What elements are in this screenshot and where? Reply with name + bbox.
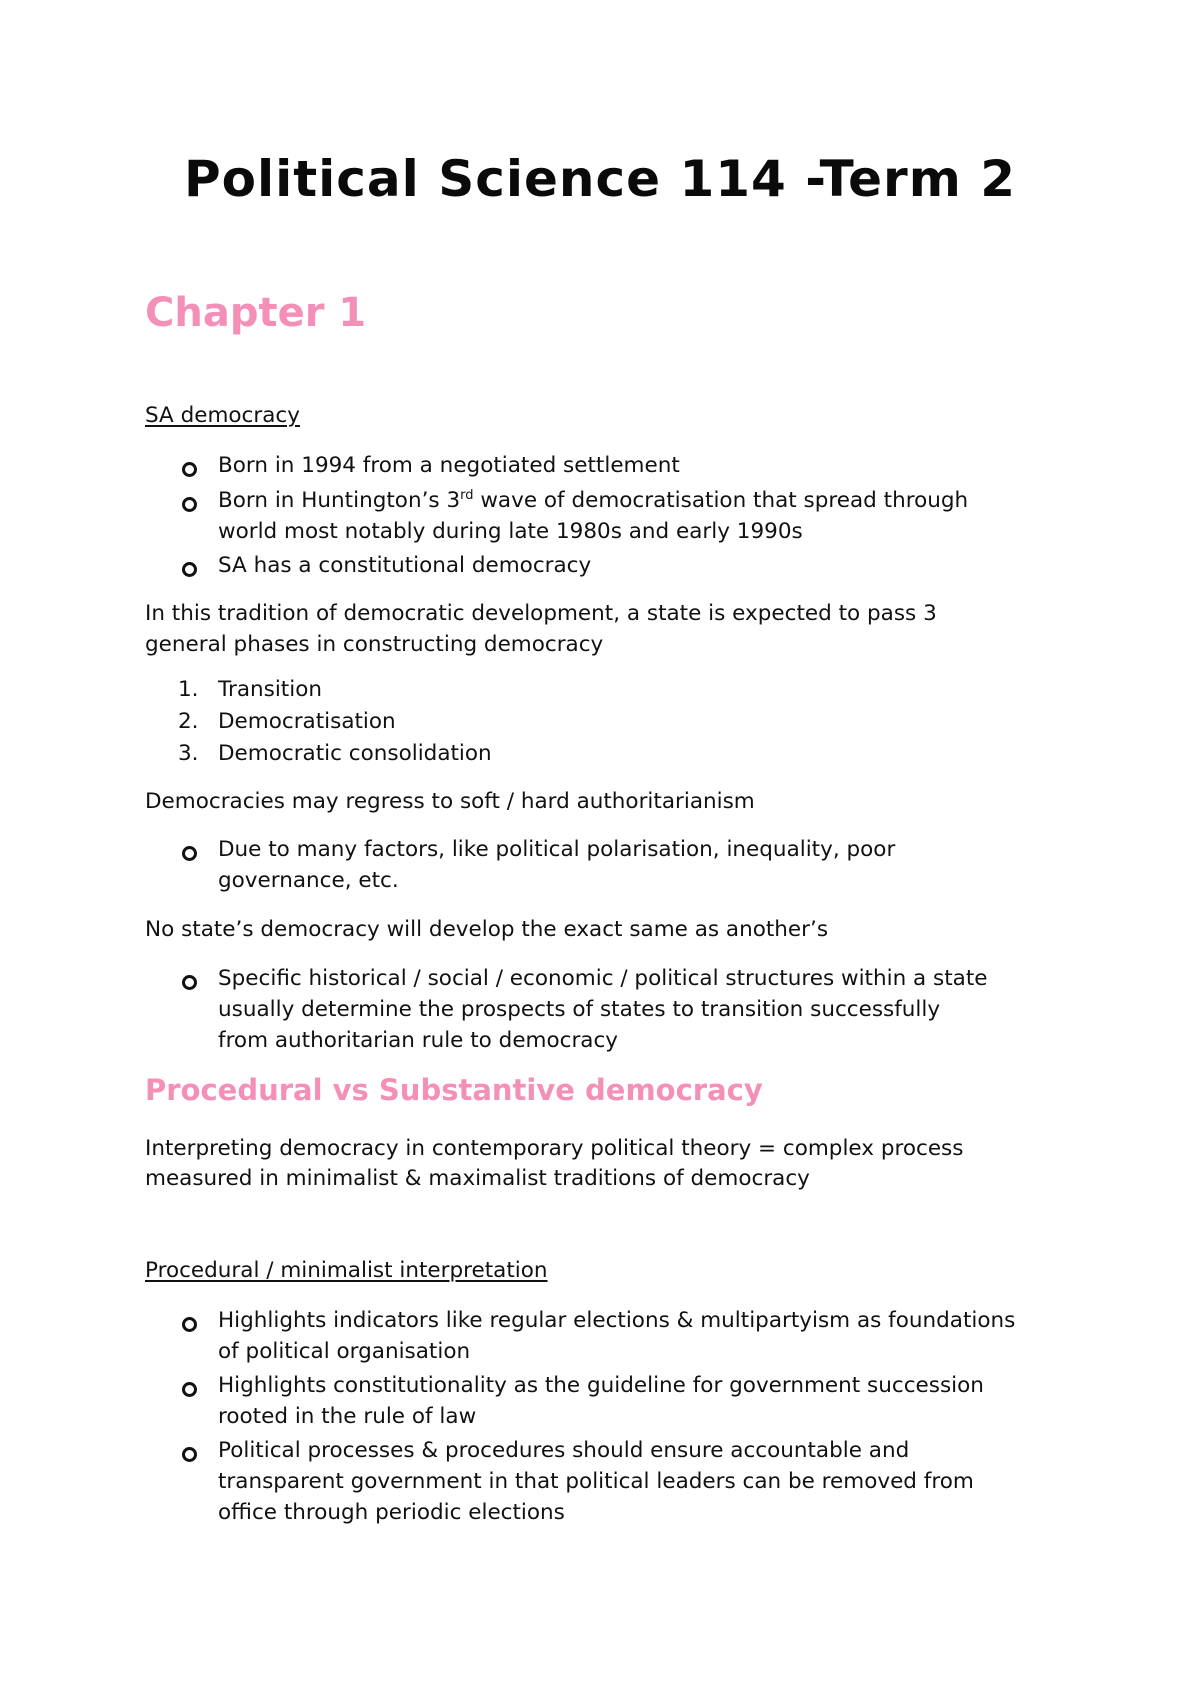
bullet-icon [182, 846, 197, 861]
bullet-icon [182, 1447, 197, 1462]
list-item: SA has a constitutional democracy [218, 553, 592, 578]
list-item: Transition [218, 677, 322, 702]
list-item-text: wave of democratisation that spread through [480, 488, 969, 513]
list-item-continuation: transparent government in that political leaders can be removed from [218, 1469, 974, 1494]
paragraph: In this tradition of democratic development, a state is expected to pass 3 [145, 601, 937, 626]
list-item-continuation: rooted in the rule of law [218, 1404, 477, 1429]
bullet-icon [182, 975, 197, 990]
list-item-text: Born in Huntington’s 3 [218, 488, 461, 513]
list-item-continuation: usually determine the prospects of states to transition successfully [218, 997, 941, 1022]
paragraph: No state’s democracy will develop the exact same as another’s [145, 917, 829, 942]
section-heading: Procedural vs Substantive democracy [145, 1073, 763, 1107]
list-item: Highlights constitutionality as the guideline for government succession [218, 1373, 984, 1398]
bullet-icon [182, 462, 197, 477]
list-number: 2. [178, 709, 199, 734]
list-item-continuation: governance, etc. [218, 868, 399, 893]
list-item: Democratisation [218, 709, 396, 734]
list-item: Specific historical / social / economic / political structures within a state [218, 966, 988, 991]
list-item [218, 485, 968, 516]
list-number: 1. [178, 677, 199, 702]
procedural-subheading: Procedural / minimalist interpretation [145, 1258, 548, 1283]
bullet-icon [182, 1317, 197, 1332]
paragraph: Interpreting democracy in contemporary political theory = complex process [145, 1136, 964, 1161]
bullet-icon [182, 497, 197, 512]
list-item-continuation: world most notably during late 1980s and early 1990s [218, 519, 803, 544]
paragraph: measured in minimalist & maximalist traditions of democracy [145, 1166, 810, 1191]
list-item: Highlights indicators like regular elections & multipartyism as foundations [218, 1308, 1016, 1333]
document-title: Political Science 114 -Term 2 [183, 150, 1016, 208]
list-item: Due to many factors, like political polarisation, inequality, poor [218, 837, 896, 862]
list-item: Political processes & procedures should ensure accountable and [218, 1438, 910, 1463]
bullet-icon [182, 1382, 197, 1397]
superscript: rd [460, 487, 474, 503]
chapter-heading: Chapter 1 [145, 290, 367, 336]
paragraph: general phases in constructing democracy [145, 632, 604, 657]
bullet-icon [182, 562, 197, 577]
list-item: Born in 1994 from a negotiated settlement [218, 453, 680, 478]
list-item: Democratic consolidation [218, 741, 492, 766]
list-item-continuation: of political organisation [218, 1339, 471, 1364]
list-item-continuation: office through periodic elections [218, 1500, 565, 1525]
list-item-continuation: from authoritarian rule to democracy [218, 1028, 619, 1053]
paragraph: Democracies may regress to soft / hard authoritarianism [145, 789, 755, 814]
list-number: 3. [178, 741, 199, 766]
sa-democracy-heading: SA democracy [145, 403, 300, 428]
